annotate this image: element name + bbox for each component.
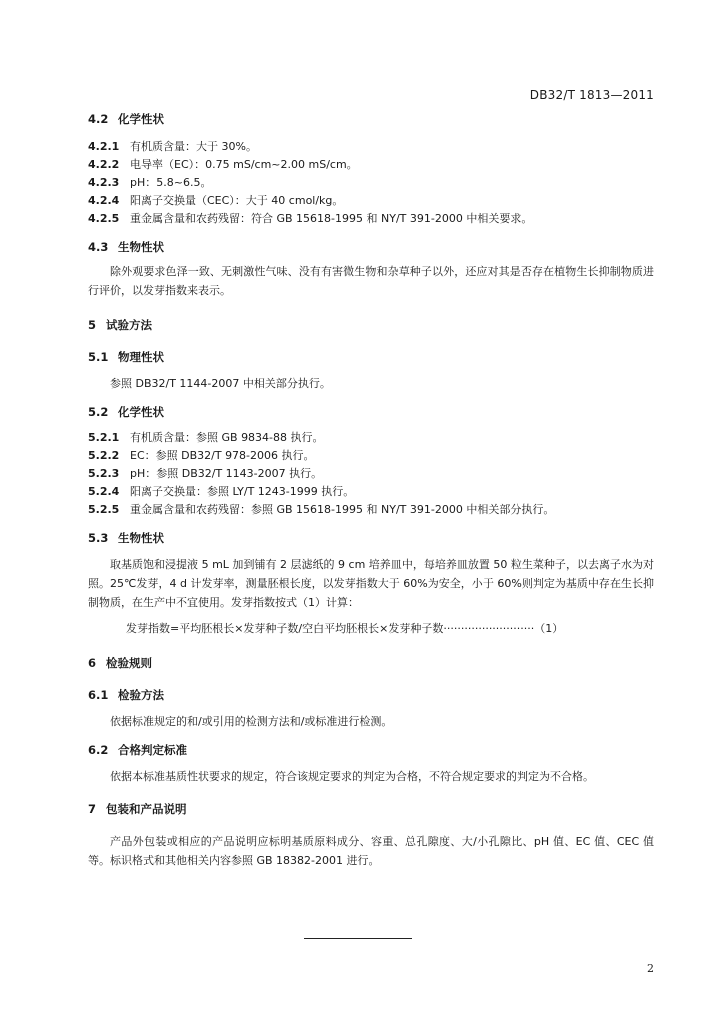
formula-1 [88,620,654,638]
section-number: 5.2 [88,405,109,419]
list-item [88,447,654,465]
section-heading-5-1 [88,348,654,366]
chapter-number: 6 [88,656,97,670]
end-rule [304,938,412,939]
list-item [88,210,654,228]
item-text: 有机质含量：参照 GB 9834-88 执行。 [130,431,324,444]
section-title: 化学性状 [118,112,164,126]
page-number: 2 [647,962,654,975]
formula-number: （1） [534,622,564,635]
item-number: 5.2.5 [88,503,120,516]
section-number: 4.3 [88,240,109,254]
section-title: 化学性状 [118,405,164,419]
list-5-2 [88,429,654,519]
chapter-heading-7 [88,800,654,818]
item-text: EC：参照 DB32/T 978-2006 执行。 [130,449,315,462]
item-text: pH：5.8~6.5。 [130,176,212,189]
section-heading-5-3 [88,529,654,547]
document-body [88,110,654,870]
item-number: 4.2.4 [88,194,120,207]
item-text: 阳离子交换量：参照 LY/T 1243-1999 执行。 [130,485,355,498]
item-text: 重金属含量和农药残留：符合 GB 15618-1995 和 NY/T 391-2000 中相关要求。 [130,212,533,225]
section-heading-6-2 [88,741,654,759]
chapter-title: 包装和产品说明 [106,802,187,816]
item-text: 阳离子交换量（CEC）：大于 40 cmol/kg。 [130,194,344,207]
section-number: 6.2 [88,743,109,757]
chapter-title: 试验方法 [106,318,152,332]
section-number: 5.3 [88,531,109,545]
item-number: 4.2.2 [88,158,120,171]
list-item [88,156,654,174]
item-number: 5.2.3 [88,467,120,480]
section-heading-4-2 [88,110,654,128]
list-item [88,501,654,519]
section-title: 生物性状 [118,531,164,545]
paragraph-7: 产品外包装或相应的产品说明应标明基质原料成分、容重、总孔隙度、大/小孔隙比、pH 值、EC 值、CEC 值等。标识格式和其他相关内容参照 GB 18382-2001 进行。 [88,835,654,867]
item-text: 重金属含量和农药残留：参照 GB 15618-1995 和 NY/T 391-2000 中相关部分执行。 [130,503,555,516]
formula-expression: 发芽指数=平均胚根长×发芽种子数/空白平均胚根长×发芽种子数 [126,622,444,635]
item-number: 5.2.2 [88,449,120,462]
chapter-number: 7 [88,802,97,816]
chapter-title: 检验规则 [106,656,152,670]
formula-leader-dots: ·························· [443,622,535,635]
paragraph-4-3: 除外观要求色泽一致、无刺激性气味、没有有害微生物和杂草种子以外，还应对其是否存在植物生长抑制物质进行评价，以发芽指数来表示。 [88,265,654,297]
paragraph-6-2: 依据本标准基质性状要求的规定，符合该规定要求的判定为合格，不符合规定要求的判定为不合格。 [110,770,594,783]
item-text: 有机质含量：大于 30%。 [130,140,257,153]
item-number: 4.2.1 [88,140,120,153]
section-number: 5.1 [88,350,109,364]
section-title: 合格判定标准 [118,743,187,757]
item-number: 5.2.4 [88,485,120,498]
section-heading-6-1 [88,686,654,704]
list-item [88,192,654,210]
section-title: 物理性状 [118,350,164,364]
list-item [88,174,654,192]
list-item [88,138,654,156]
item-number: 4.2.3 [88,176,120,189]
standard-code: DB32/T 1813—2011 [529,88,654,102]
section-number: 4.2 [88,112,109,126]
paragraph-5-3: 取基质饱和浸提液 5 mL 加到铺有 2 层滤纸的 9 cm 培养皿中，每培养皿放置 50 粒生菜种子，以去离子水为对照。25℃发芽，4 d 计发芽率，测量胚根长度，以发芽指数大于 60%为安全，小于 60%则判定为基质中存在生长抑制物质，在生产中不宜使用。发芽指数按式（1）计算： [88,558,654,609]
item-text: pH：参照 DB32/T 1143-2007 执行。 [130,467,323,480]
paragraph-6-1: 依据标准规定的和/或引用的检测方法和/或标准进行检测。 [110,715,393,728]
chapter-number: 5 [88,318,97,332]
section-number: 6.1 [88,688,109,702]
section-heading-4-3 [88,238,654,256]
section-heading-5-2 [88,403,654,421]
list-item [88,465,654,483]
section-title: 生物性状 [118,240,164,254]
item-text: 电导率（EC）：0.75 mS/cm~2.00 mS/cm。 [130,158,358,171]
chapter-heading-6 [88,654,654,672]
item-number: 5.2.1 [88,431,120,444]
list-item [88,483,654,501]
list-4-2 [88,138,654,228]
list-item [88,429,654,447]
item-number: 4.2.5 [88,212,120,225]
chapter-heading-5 [88,316,654,334]
section-title: 检验方法 [118,688,164,702]
paragraph-5-1: 参照 DB32/T 1144-2007 中相关部分执行。 [110,377,331,390]
